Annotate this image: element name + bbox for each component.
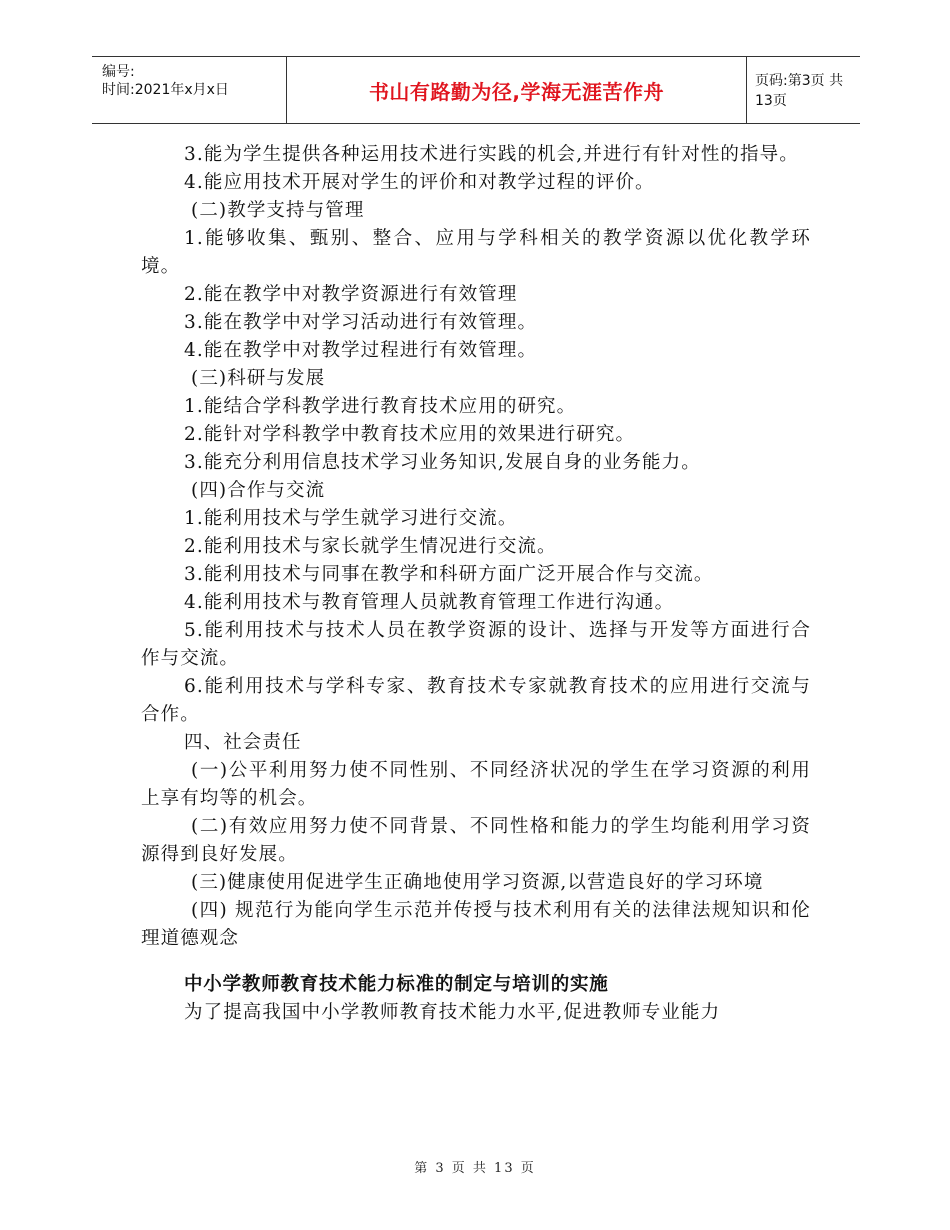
paragraph: (二)教学支持与管理 — [191, 200, 365, 221]
header-page-info: 页码:第3页 共13页 — [755, 73, 844, 109]
paragraph: 1.能利用技术与学生就学习进行交流。 — [184, 508, 518, 529]
paragraph: (三)科研与发展 — [191, 368, 326, 389]
header-motto-cell — [286, 57, 747, 123]
paragraph: 3.能利用技术与同事在教学和科研方面广泛开展合作与交流。 — [184, 564, 714, 585]
paragraph: 四、社会责任 — [184, 732, 302, 753]
paragraph: 3.能在教学中对学习活动进行有效管理。 — [184, 312, 538, 333]
paragraph: 4.能应用技术开展对学生的评价和对教学过程的评价。 — [184, 172, 655, 193]
document-body — [141, 141, 811, 1027]
paragraph: 5.能利用技术与技术人员在教学资源的设计、选择与开发等方面进行合作与交流。 — [141, 620, 811, 669]
header-page-cell — [745, 57, 860, 123]
paragraph: (二)有效应用努力使不同背景、不同性格和能力的学生均能利用学习资源得到良好发展。 — [141, 816, 811, 865]
page-header — [92, 56, 860, 124]
paragraph: 4.能在教学中对教学过程进行有效管理。 — [184, 340, 538, 361]
paragraph: 2.能针对学科教学中教育技术应用的效果进行研究。 — [184, 424, 636, 445]
final-paragraph: 为了提高我国中小学教师教育技术能力水平,促进教师专业能力 — [184, 1002, 721, 1023]
section-gap — [141, 953, 811, 971]
paragraph: (一)公平利用努力使不同性别、不同经济状况的学生在学习资源的利用上享有均等的机会。 — [141, 760, 811, 809]
header-motto: 书山有路勤为径,学海无涯苦作舟 — [368, 79, 665, 104]
paragraph: 1.能结合学科教学进行教育技术应用的研究。 — [184, 396, 577, 417]
paragraph: 2.能在教学中对教学资源进行有效管理 — [184, 284, 518, 305]
paragraph-list — [141, 141, 811, 953]
paragraph: (三)健康使用促进学生正确地使用学习资源,以营造良好的学习环境 — [191, 872, 764, 893]
document-time-label: 时间:2021年x月x日 — [102, 82, 229, 98]
paragraph: 2.能利用技术与家长就学生情况进行交流。 — [184, 536, 557, 557]
paragraph: (四)合作与交流 — [191, 480, 326, 501]
section-heading: 中小学教师教育技术能力标准的制定与培训的实施 — [184, 974, 609, 995]
paragraph: 1.能够收集、甄别、整合、应用与学科相关的教学资源以优化教学环境。 — [141, 228, 811, 277]
document-number-label: 编号: — [102, 64, 135, 80]
paragraph: 3.能充分利用信息技术学习业务知识,发展自身的业务能力。 — [184, 452, 701, 473]
paragraph: 6.能利用技术与学科专家、教育技术专家就教育技术的应用进行交流与合作。 — [141, 676, 811, 725]
paragraph: 4.能利用技术与教育管理人员就教育管理工作进行沟通。 — [184, 592, 675, 613]
header-meta-cell — [92, 57, 286, 123]
paragraph: 3.能为学生提供各种运用技术进行实践的机会,并进行有针对性的指导。 — [184, 144, 799, 165]
page-footer: 第 3 页 共 13 页 — [414, 1161, 536, 1176]
paragraph: (四) 规范行为能向学生示范并传授与技术利用有关的法律法规知识和伦理道德观念 — [141, 900, 811, 949]
